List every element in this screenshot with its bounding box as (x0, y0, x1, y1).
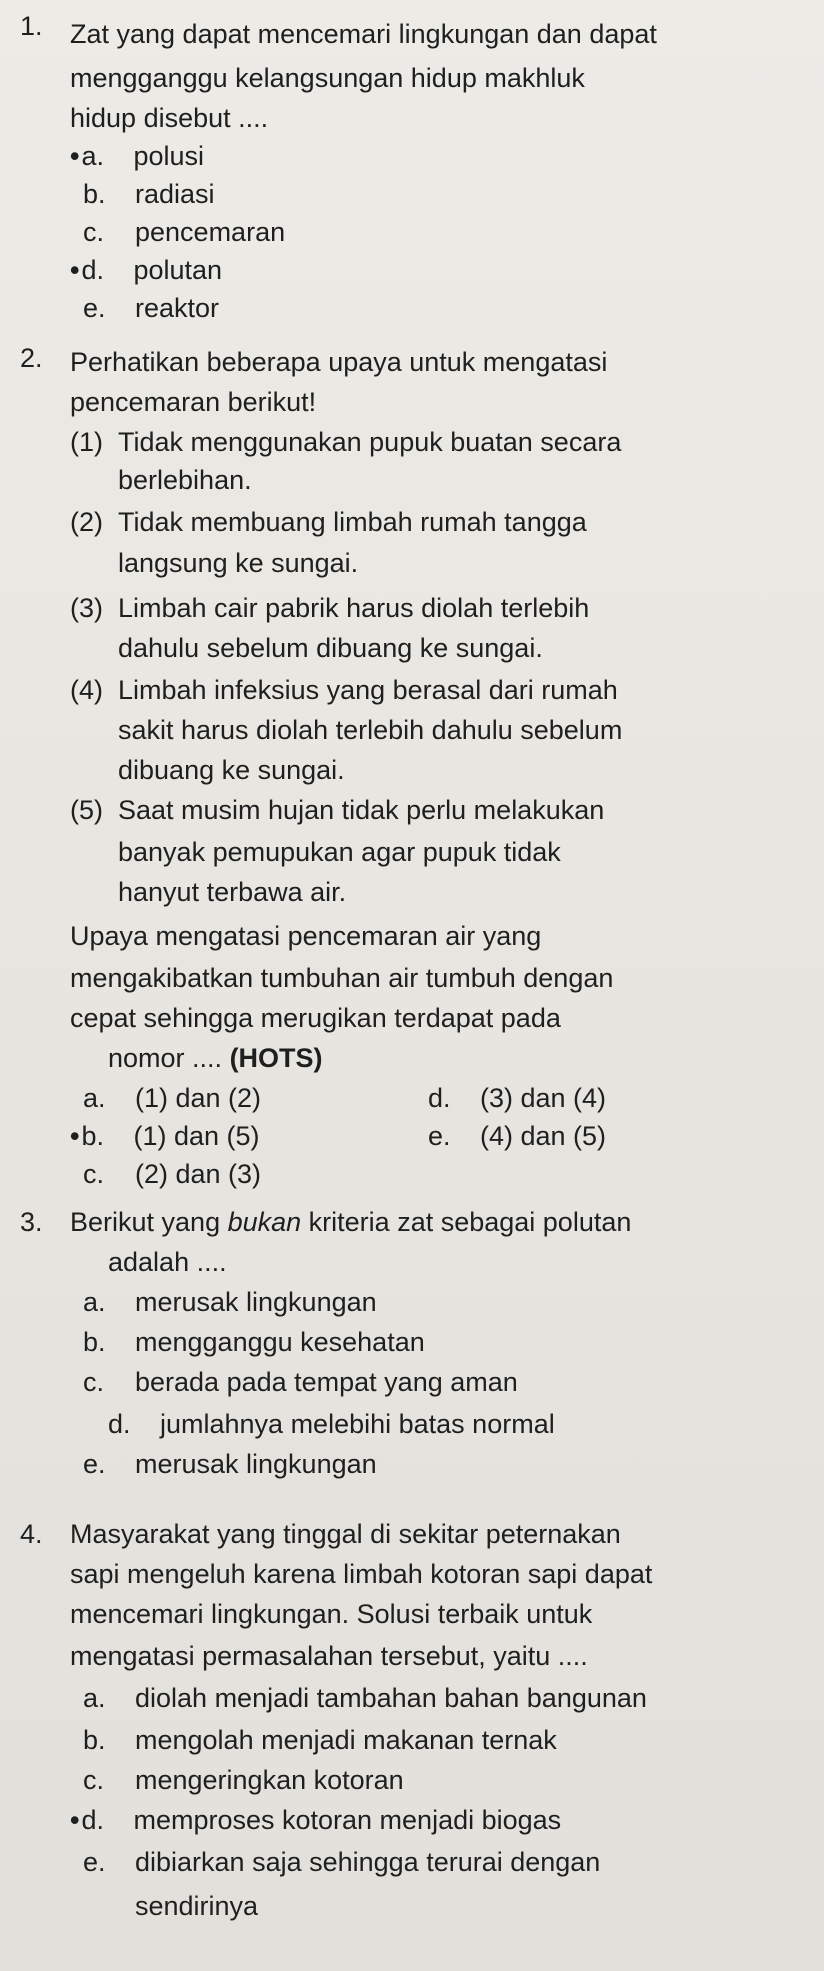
option-text: jumlahnya melebihi batas normal (160, 1409, 555, 1439)
option-text: mengganggu kesehatan (135, 1327, 425, 1357)
option-letter: a. (83, 1083, 106, 1113)
option-e[interactable] (83, 1446, 377, 1482)
question-text: mencemari lingkungan. Solusi terbaik untuk (70, 1599, 593, 1629)
option-a[interactable] (83, 1680, 647, 1716)
question-text-part: Berikut yang (70, 1207, 228, 1237)
option-text: berada pada tempat yang aman (135, 1367, 518, 1397)
statement-text: Tidak menggunakan pupuk buatan secara (118, 427, 622, 457)
option-text: (1) dan (2) (135, 1083, 262, 1113)
option-letter: b. (83, 1327, 106, 1357)
statement-number: (4) (70, 675, 103, 705)
option-letter: c. (83, 1159, 105, 1189)
option-letter: e. (428, 1121, 451, 1151)
option-letter: c. (83, 1367, 105, 1397)
question-text: mengganggu kelangsungan hidup makhluk (70, 63, 585, 93)
question-text: cepat sehingga merugikan terdapat pada (70, 1003, 561, 1033)
statement-number: (1) (70, 427, 103, 457)
statement-text: banyak pemupukan agar pupuk tidak (118, 837, 561, 867)
statement-text: berlebihan. (118, 465, 252, 495)
option-text: polusi (133, 141, 204, 171)
option-letter: a. (83, 1683, 106, 1713)
option-d[interactable] (108, 1406, 555, 1442)
question-number: 2. (20, 343, 43, 373)
option-d[interactable] (428, 1080, 606, 1116)
option-text: mengeringkan kotoran (135, 1765, 404, 1795)
question-number: 1. (20, 11, 43, 41)
option-letter: e. (83, 293, 106, 323)
option-letter: c. (83, 217, 105, 247)
statement-text: langsung ke sungai. (118, 548, 359, 578)
option-b[interactable] (83, 1324, 425, 1360)
option-e[interactable] (83, 290, 219, 326)
statement-text: dahulu sebelum dibuang ke sungai. (118, 633, 543, 663)
question-number: 3. (20, 1207, 43, 1237)
option-text: reaktor (135, 293, 220, 323)
option-b[interactable] (70, 1118, 260, 1154)
option-letter: e. (83, 1847, 106, 1877)
option-e-continuation: sendirinya (135, 1891, 259, 1921)
option-a[interactable] (83, 1080, 261, 1116)
option-c[interactable] (83, 1762, 404, 1798)
option-text: mengolah menjadi makanan ternak (135, 1725, 557, 1755)
option-c[interactable] (83, 1364, 518, 1400)
statement-text: hanyut terbawa air. (118, 877, 347, 907)
statement-number: (3) (70, 593, 103, 623)
option-letter: d. (428, 1083, 451, 1113)
question-text: adalah .... (108, 1247, 227, 1277)
question-text: pencemaran berikut! (70, 387, 317, 417)
question-text: Zat yang dapat mencemari lingkungan dan dapat (70, 19, 657, 49)
question-text-end: nomor .... (108, 1043, 223, 1073)
statement-number: (5) (70, 795, 103, 825)
question-text: Upaya mengatasi pencemaran air yang (70, 921, 542, 951)
question-text: Masyarakat yang tinggal di sekitar peternakan (70, 1519, 621, 1549)
option-text: (1) dan (5) (133, 1121, 260, 1151)
option-letter: a. (83, 1287, 106, 1317)
option-text: (2) dan (3) (135, 1159, 262, 1189)
option-text: merusak lingkungan (135, 1449, 377, 1479)
question-text-part: kriteria zat sebagai polutan (301, 1207, 632, 1237)
question-text: mengatasi permasalahan tersebut, yaitu .... (70, 1641, 588, 1671)
option-letter: c. (83, 1765, 105, 1795)
option-text: dibiarkan saja sehingga terurai dengan (135, 1847, 601, 1877)
option-text: diolah menjadi tambahan bahan bangunan (135, 1683, 647, 1713)
statement-text: Limbah cair pabrik harus diolah terlebih (118, 593, 590, 623)
statement-text: Tidak membuang limbah rumah tangga (118, 507, 587, 537)
emphasis-word: bukan (227, 1207, 302, 1237)
question-text: Perhatikan beberapa upaya untuk mengatasi (70, 347, 608, 377)
option-text: (3) dan (4) (480, 1083, 607, 1113)
answer-mark: • (70, 1805, 80, 1835)
answer-mark: • (70, 255, 80, 285)
statement-text: dibuang ke sungai. (118, 755, 345, 785)
option-e[interactable] (428, 1118, 606, 1154)
question-text (70, 1204, 631, 1240)
option-text: merusak lingkungan (135, 1287, 377, 1317)
question-number: 4. (20, 1519, 43, 1549)
option-text: radiasi (135, 179, 215, 209)
option-letter: b. (81, 1121, 104, 1151)
option-letter: d. (108, 1409, 131, 1439)
option-letter: b. (83, 179, 106, 209)
option-text: (4) dan (5) (480, 1121, 607, 1151)
option-e[interactable] (83, 1844, 600, 1880)
answer-mark: • (70, 1121, 80, 1151)
option-letter: e. (83, 1449, 106, 1479)
option-a[interactable] (70, 138, 204, 174)
option-a[interactable] (83, 1284, 377, 1320)
hots-label: (HOTS) (229, 1043, 323, 1073)
statement-text: sakit harus diolah terlebih dahulu sebelum (118, 715, 623, 745)
answer-mark: • (70, 141, 80, 171)
option-text: memproses kotoran menjadi biogas (133, 1805, 562, 1835)
question-text: sapi mengeluh karena limbah kotoran sapi dapat (70, 1559, 653, 1589)
option-letter: a. (81, 141, 104, 171)
question-text: hidup disebut .... (70, 103, 269, 133)
option-c[interactable] (83, 214, 285, 250)
option-text: polutan (133, 255, 223, 285)
option-d[interactable] (70, 1802, 561, 1838)
statement-text: Limbah infeksius yang berasal dari rumah (118, 675, 618, 705)
question-text (108, 1040, 323, 1076)
statement-number: (2) (70, 507, 103, 537)
option-d[interactable] (70, 252, 222, 288)
question-text: mengakibatkan tumbuhan air tumbuh dengan (70, 963, 614, 993)
option-b[interactable] (83, 1722, 557, 1758)
option-letter: d. (81, 1805, 104, 1835)
option-text: pencemaran (135, 217, 286, 247)
option-b[interactable] (83, 176, 215, 212)
statement-text: Saat musim hujan tidak perlu melakukan (118, 795, 605, 825)
option-letter: b. (83, 1725, 106, 1755)
option-letter: d. (81, 255, 104, 285)
option-c[interactable] (83, 1156, 261, 1192)
